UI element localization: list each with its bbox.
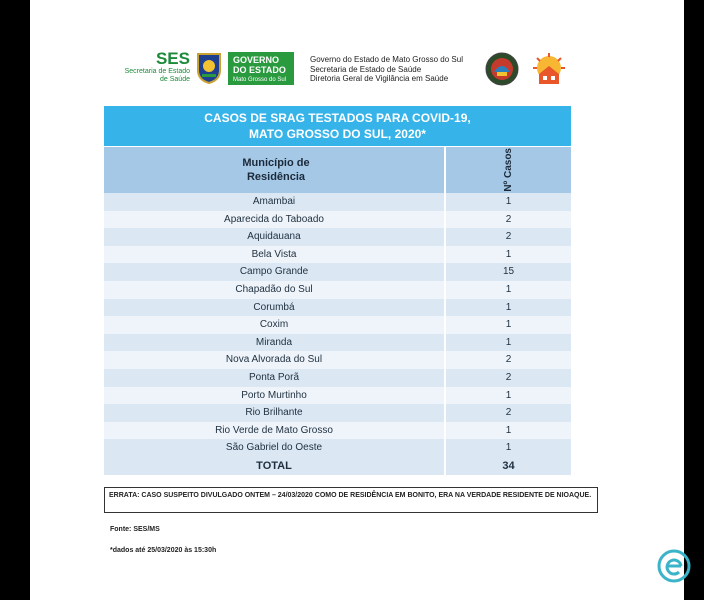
watermark-logo-icon	[656, 548, 692, 584]
table-row	[104, 299, 571, 317]
errata-note: ERRATA: CASO SUSPEITO DIVULGADO ONTEM – 24/03/2020 COMO DE RESIDÊNCIA EM BONITO, ERA NA VERDADE RESIDENTE DE NIOAQUE.	[104, 487, 598, 513]
source-note: Fonte: SES/MS	[110, 526, 160, 533]
casos-cell: 1	[444, 422, 571, 440]
vigilancia-seal-icon	[485, 52, 519, 86]
casos-cell: 2	[444, 404, 571, 422]
table-row	[104, 422, 571, 440]
ses-subtitle-2: de Saúde	[160, 76, 190, 83]
municipio-cell: Aparecida do Taboado	[224, 213, 324, 225]
municipio-cell: São Gabriel do Oeste	[225, 442, 323, 454]
casos-cell: 1	[444, 334, 571, 352]
municipio-cell: Coxim	[259, 319, 289, 331]
table-row	[104, 404, 571, 422]
municipio-cell: Chapadão do Sul	[235, 283, 313, 295]
table-row	[104, 246, 571, 264]
table-title-line-2: MATO GROSSO DO SUL, 2020*	[249, 127, 426, 141]
casos-header-text: Nº Casos	[502, 148, 514, 192]
casos-cell: 2	[444, 351, 571, 369]
institution-text	[310, 55, 463, 84]
casos-column-header	[444, 147, 571, 193]
table-header	[104, 146, 571, 193]
ses-logo	[96, 50, 190, 84]
casos-cell: 1	[444, 299, 571, 317]
municipio-cell: Ponta Porã	[248, 371, 300, 383]
municipio-cell: Campo Grande	[239, 266, 309, 278]
table-title	[104, 106, 571, 146]
table-body	[104, 193, 571, 457]
casos-cell: 2	[444, 211, 571, 229]
casos-cell: 1	[444, 439, 571, 457]
casos-cell: 1	[444, 387, 571, 405]
total-row	[104, 457, 571, 475]
gov-line-1: GOVERNO	[233, 55, 280, 65]
table-row	[104, 281, 571, 299]
table-row	[104, 334, 571, 352]
municipio-column-header	[104, 147, 444, 193]
institution-line-1: Governo do Estado de Mato Grosso do Sul	[310, 55, 463, 64]
casos-cell: 1	[444, 316, 571, 334]
casos-cell: 2	[444, 228, 571, 246]
municipio-header-line-2: Residência	[246, 171, 306, 183]
municipio-cell: Rio Verde de Mato Grosso	[215, 424, 333, 436]
cases-table	[104, 106, 571, 475]
table-row	[104, 193, 571, 211]
data-date-note: *dados até 25/03/2020 às 15:30h	[110, 547, 217, 554]
gov-line-3: Mato Grosso do Sul	[233, 77, 287, 83]
institution-line-3: Diretoria Geral de Vigilância em Saúde	[310, 74, 449, 83]
table-row	[104, 211, 571, 229]
casos-cell: 1	[444, 246, 571, 264]
casos-cell: 15	[444, 263, 571, 281]
governo-logo	[228, 52, 294, 85]
table-row	[104, 316, 571, 334]
ses-subtitle-1: Secretaria de Estado	[124, 68, 190, 75]
table-row	[104, 439, 571, 457]
gov-line-2: DO ESTADO	[233, 65, 286, 75]
table-row	[104, 263, 571, 281]
sun-house-logo-icon	[529, 52, 569, 88]
municipio-header-line-1: Município de	[242, 157, 310, 169]
total-label: TOTAL	[256, 459, 292, 472]
municipio-cell: Aquidauana	[247, 231, 301, 243]
casos-cell: 2	[444, 369, 571, 387]
table-title-line-1: CASOS DE SRAG TESTADOS PARA COVID-19,	[204, 111, 471, 125]
casos-cell: 1	[444, 193, 571, 211]
municipio-cell: Corumbá	[253, 301, 295, 313]
table-row	[104, 351, 571, 369]
municipio-cell: Amambai	[252, 196, 296, 207]
municipio-cell: Rio Brilhante	[245, 407, 303, 419]
table-row	[104, 387, 571, 405]
table-row	[104, 369, 571, 387]
institution-line-2: Secretaria de Estado de Saúde	[310, 64, 422, 74]
municipio-cell: Nova Alvorada do Sul	[225, 354, 323, 366]
table-row	[104, 228, 571, 246]
municipio-cell: Bela Vista	[251, 248, 297, 260]
casos-cell: 1	[444, 281, 571, 299]
municipio-cell: Porto Murtinho	[241, 389, 307, 401]
ses-title: SES	[155, 49, 190, 68]
municipio-cell: Miranda	[255, 336, 293, 348]
total-value: 34	[444, 457, 571, 475]
state-crest-icon	[196, 52, 222, 84]
